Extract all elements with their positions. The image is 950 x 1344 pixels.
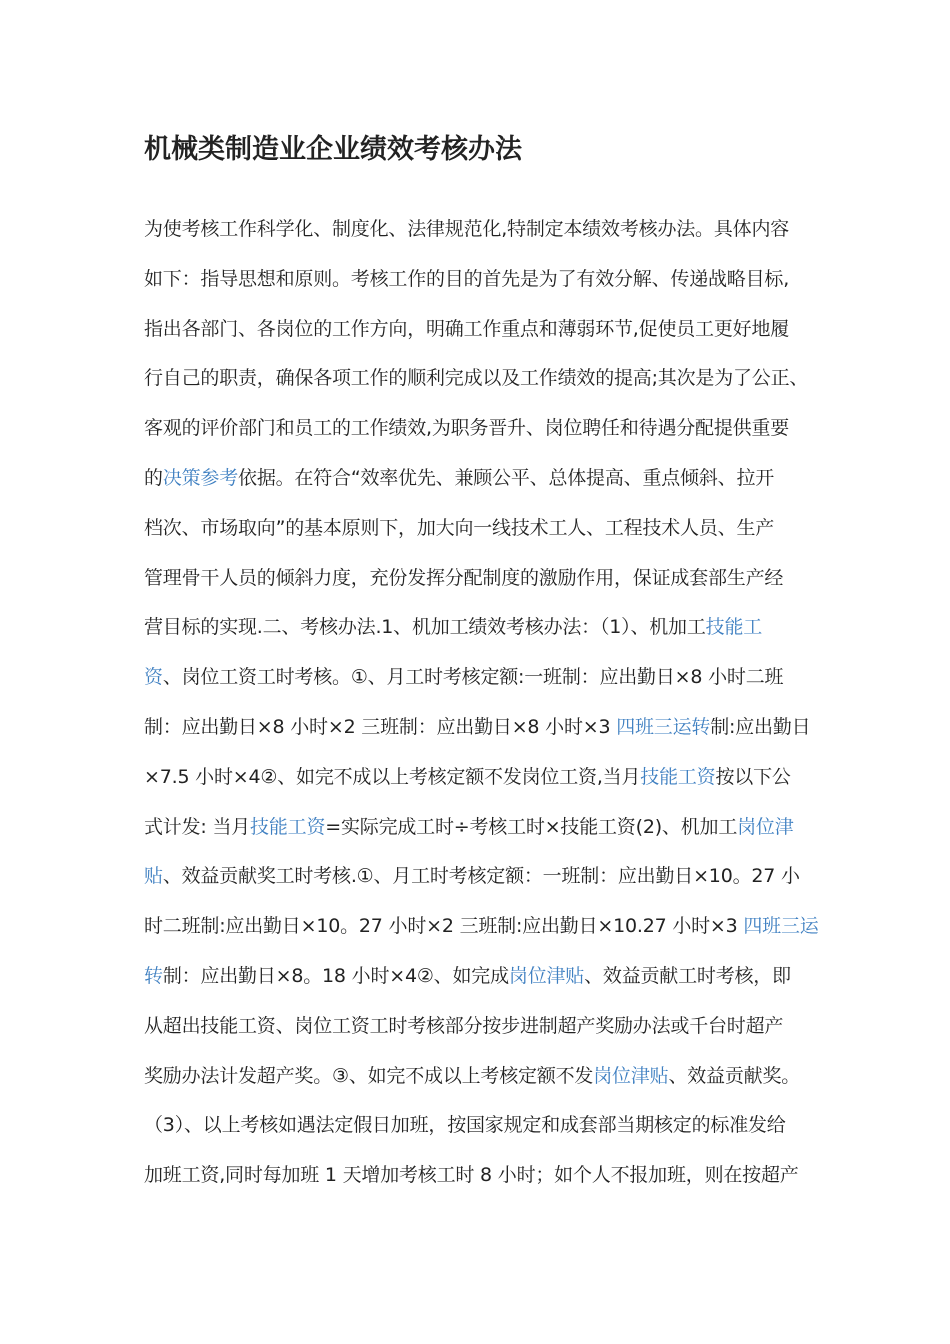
keyword-link[interactable]: 技能工 [705,616,763,639]
paragraph-line [144,454,824,504]
paragraph-line [144,1151,824,1201]
paragraph-text: =实际完成工时÷考核工时×技能工资(2)、机加工 [325,815,738,838]
paragraph-line [144,603,824,653]
keyword-link[interactable]: 四班三运转 [616,715,711,738]
paragraph-text: 管理骨干人员的倾斜力度，充份发挥分配制度的激励作用，保证成套部生产经 [144,566,784,589]
paragraph-line [144,354,824,404]
paragraph-line [144,1052,824,1102]
keyword-link[interactable]: 岗位津 [737,815,794,838]
paragraph-text: 式计发: 当月 [144,815,251,838]
paragraph-line [144,305,824,355]
keyword-link[interactable]: 四班三运 [743,915,819,938]
paragraph-text: 制：应出勤日×8。18 小时×4②、如完成 [162,964,509,987]
keyword-link[interactable]: 技能工资 [250,815,326,838]
paragraph-text: 的 [144,466,163,489]
paragraph-line [144,205,824,255]
paragraph-line [144,1101,824,1151]
keyword-link[interactable]: 转 [144,964,163,987]
paragraph-text: 依据。在符合“效率优先、兼顾公平、总体提高、重点倾斜、拉开 [238,466,775,489]
paragraph-text: 制:应出勤日 [710,715,811,738]
paragraph-text: 加班工资,同时每加班 1 天增加考核工时 8 小时；如个人不报加班，则在按超产 [144,1164,799,1187]
paragraph-text: 营目标的实现.二、考核办法.1、机加工绩效考核办法：（1）、机加工 [144,616,706,639]
paragraph-line [144,1002,824,1052]
paragraph-line [144,554,824,604]
keyword-link[interactable]: 决策参考 [162,466,239,489]
paragraph-text: 客观的评价部门和员工的工作绩效,为职务晋升、岗位聘任和待遇分配提供重要 [144,417,790,440]
paragraph-text: 如下：指导思想和原则。考核工作的目的首先是为了有效分解、传递战略目标, [144,267,790,290]
paragraph-text: 从超出技能工资、岗位工资工时考核部分按步进制超产奖励办法或千台时超产 [144,1014,784,1037]
paragraph-text: 制：应出勤日×8 小时×2 三班制：应出勤日×8 小时×3 [144,715,617,738]
paragraph-text: 、效益贡献奖。 [668,1064,801,1087]
paragraph-line [144,852,824,902]
paragraph-line [144,255,824,305]
paragraph-text: 、效益贡献奖工时考核.①、月工时考核定额：一班制：应出勤日×10。27 小 [162,865,800,888]
document-title: 机械类制造业企业绩效考核办法 [144,134,522,165]
paragraph-line [144,753,824,803]
paragraph-line [144,703,824,753]
keyword-link[interactable]: 资 [144,666,163,689]
paragraph-line [144,653,824,703]
paragraph-line [144,952,824,1002]
keyword-link[interactable]: 岗位津贴 [593,1064,669,1087]
paragraph-text: 、效益贡献工时考核，即 [584,964,791,987]
paragraph-text: 奖励办法计发超产奖。③、如完不成以上考核定额不发 [144,1064,594,1087]
paragraph-line [144,902,824,952]
paragraph-text: 行自己的职责，确保各项工作的顺利完成以及工作绩效的提高;其次是为了公正、 [144,367,809,390]
paragraph-line [144,504,824,554]
paragraph-text: 指出各部门、各岗位的工作方向，明确工作重点和薄弱环节,促使员工更好地履 [144,317,790,340]
paragraph-text: 为使考核工作科学化、制度化、法律规范化,特制定本绩效考核办法。具体内容 [144,218,790,240]
paragraph-line [144,803,824,853]
keyword-link[interactable]: 技能工资 [640,765,716,788]
paragraph-text: ×7.5 小时×4②、如完不成以上考核定额不发岗位工资,当月 [144,765,641,788]
keyword-link[interactable]: 岗位津贴 [508,964,585,987]
paragraph-text: 、岗位工资工时考核。①、月工时考核定额:一班制：应出勤日×8 小时二班 [162,666,784,689]
document-body [144,205,824,1201]
keyword-link[interactable]: 贴 [144,865,163,888]
paragraph-text: 按以下公 [715,765,791,788]
paragraph-text: 档次、市场取向”的基本原则下，加大向一线技术工人、工程技术人员、生产 [144,516,775,539]
paragraph-text: 时二班制:应出勤日×10。27 小时×2 三班制:应出勤日×10.27 小时×3 [144,915,744,938]
paragraph-line [144,404,824,454]
paragraph-text: （3）、以上考核如遇法定假日加班，按国家规定和成套部当期核定的标准发给 [144,1114,786,1137]
